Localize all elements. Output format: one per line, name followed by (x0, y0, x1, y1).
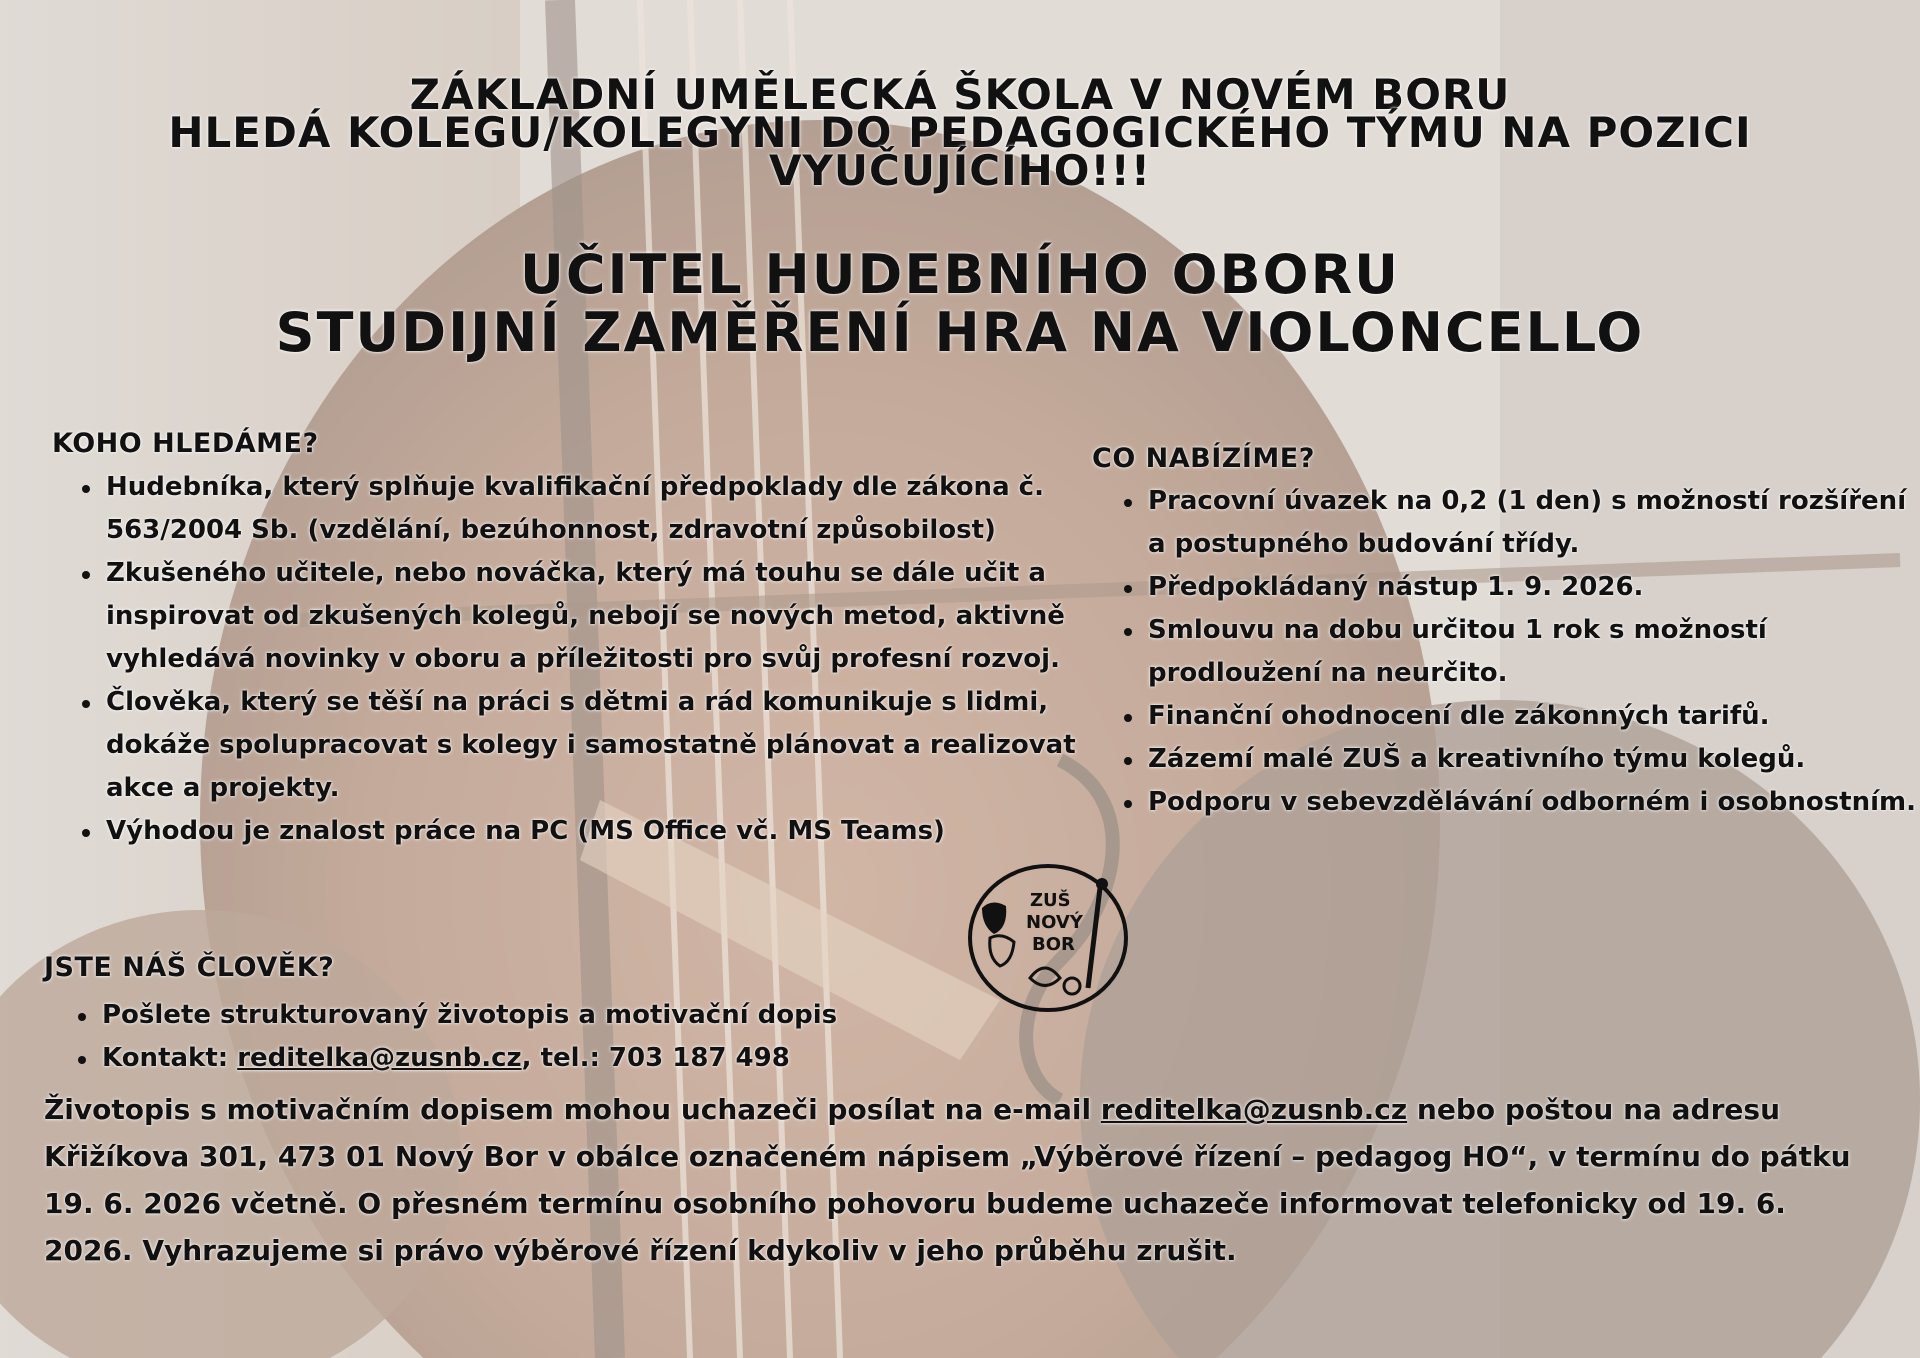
logo-line-2: NOVÝ (1026, 912, 1083, 933)
contact-email-link[interactable]: reditelka@zusnb.cz (237, 1043, 522, 1073)
contact-prefix: Kontakt: (102, 1043, 238, 1073)
contact-item (102, 1037, 1002, 1080)
list-item: Předpokládaný nástup 1. 9. 2026. (1148, 566, 1920, 609)
header-line-1: ZÁKLADNÍ UMĚLECKÁ ŠKOLA V NOVÉM BORU (409, 70, 1511, 119)
list-item: Hudebníka, který splňuje kvalifikační předpoklady dle zákona č. 563/2004 Sb. (vzdělání, bezúhonnost, zdravotní způsobilost) (106, 466, 1096, 552)
paragraph-email-link[interactable]: reditelka@zusnb.cz (1100, 1093, 1408, 1126)
job-title-line-2: STUDIJNÍ ZAMĚŘENÍ HRA NA VIOLONCELLO (275, 301, 1645, 364)
list-item: Smlouvu na dobu určitou 1 rok s možností prodloužení na neurčito. (1148, 609, 1920, 695)
list-item: Výhodou je znalost práce na PC (MS Office vč. MS Teams) (106, 810, 1096, 853)
paragraph-part-2: nebo poštou na adresu Křižíkova 301, 473 01 Nový Bor v obálce označeném nápisem „Výběrové řízení – pedagog HO“, v termínu do pátku 19. 6. 2026 včetně. O přesném termínu osobního pohovoru budeme uchazeče informovat telefonicky od 19. 6. 2026. Vyhrazujeme si právo výběrové řízení kdykoliv v jeho průběhu zrušit. (44, 1093, 1851, 1267)
list-item: Zázemí malé ZUŠ a kreativního týmu kolegů. (1148, 738, 1920, 781)
logo-line-3: BOR (1032, 934, 1075, 955)
list-item: Zkušeného učitele, nebo nováčka, který má touhu se dále učit a inspirovat od zkušených kolegů, nebojí se nových metod, aktivně vyhledává novinky v oboru a příležitosti pro svůj profesní rozvoj. (106, 552, 1096, 681)
logo-line-1: ZUŠ (1030, 890, 1071, 911)
offer-heading: CO NABÍZÍME? (1092, 443, 1315, 474)
header (0, 70, 1920, 195)
list-item: Podporu v sebevzdělávání odborném i osobnostním. (1148, 781, 1920, 824)
seeking-list (72, 466, 1096, 853)
seeking-heading: KOHO HLEDÁME? (52, 428, 319, 459)
contact-phone: , tel.: 703 187 498 (521, 1043, 790, 1073)
job-title-line-1: UČITEL HUDEBNÍHO OBORU (520, 243, 1400, 306)
apply-list (68, 994, 1002, 1080)
job-title (0, 243, 1920, 364)
header-line-2: HLEDÁ KOLEGU/KOLEGYNI DO PEDAGOGICKÉHO TÝMU NA POZICI (168, 108, 1752, 157)
apply-heading: JSTE NÁŠ ČLOVĚK? (44, 952, 335, 983)
list-item: Finanční ohodnocení dle zákonných tarifů. (1148, 695, 1920, 738)
list-item: Pošlete strukturovaný životopis a motivační dopis (102, 994, 1002, 1037)
list-item: Pracovní úvazek na 0,2 (1 den) s možností rozšíření a postupného budování třídy. (1148, 480, 1920, 566)
application-paragraph (44, 1086, 1884, 1274)
paragraph-part-1: Životopis s motivačním dopisem mohou uchazeči posílat na e-mail (44, 1093, 1101, 1126)
offer-list (1114, 480, 1920, 824)
list-item: Člověka, který se těší na práci s dětmi a rád komunikuje s lidmi, dokáže spolupracovat s kolegy i samostatně plánovat a realizovat akce a projekty. (106, 681, 1096, 810)
header-line-3: VYUČUJÍCÍHO!!! (769, 146, 1151, 195)
